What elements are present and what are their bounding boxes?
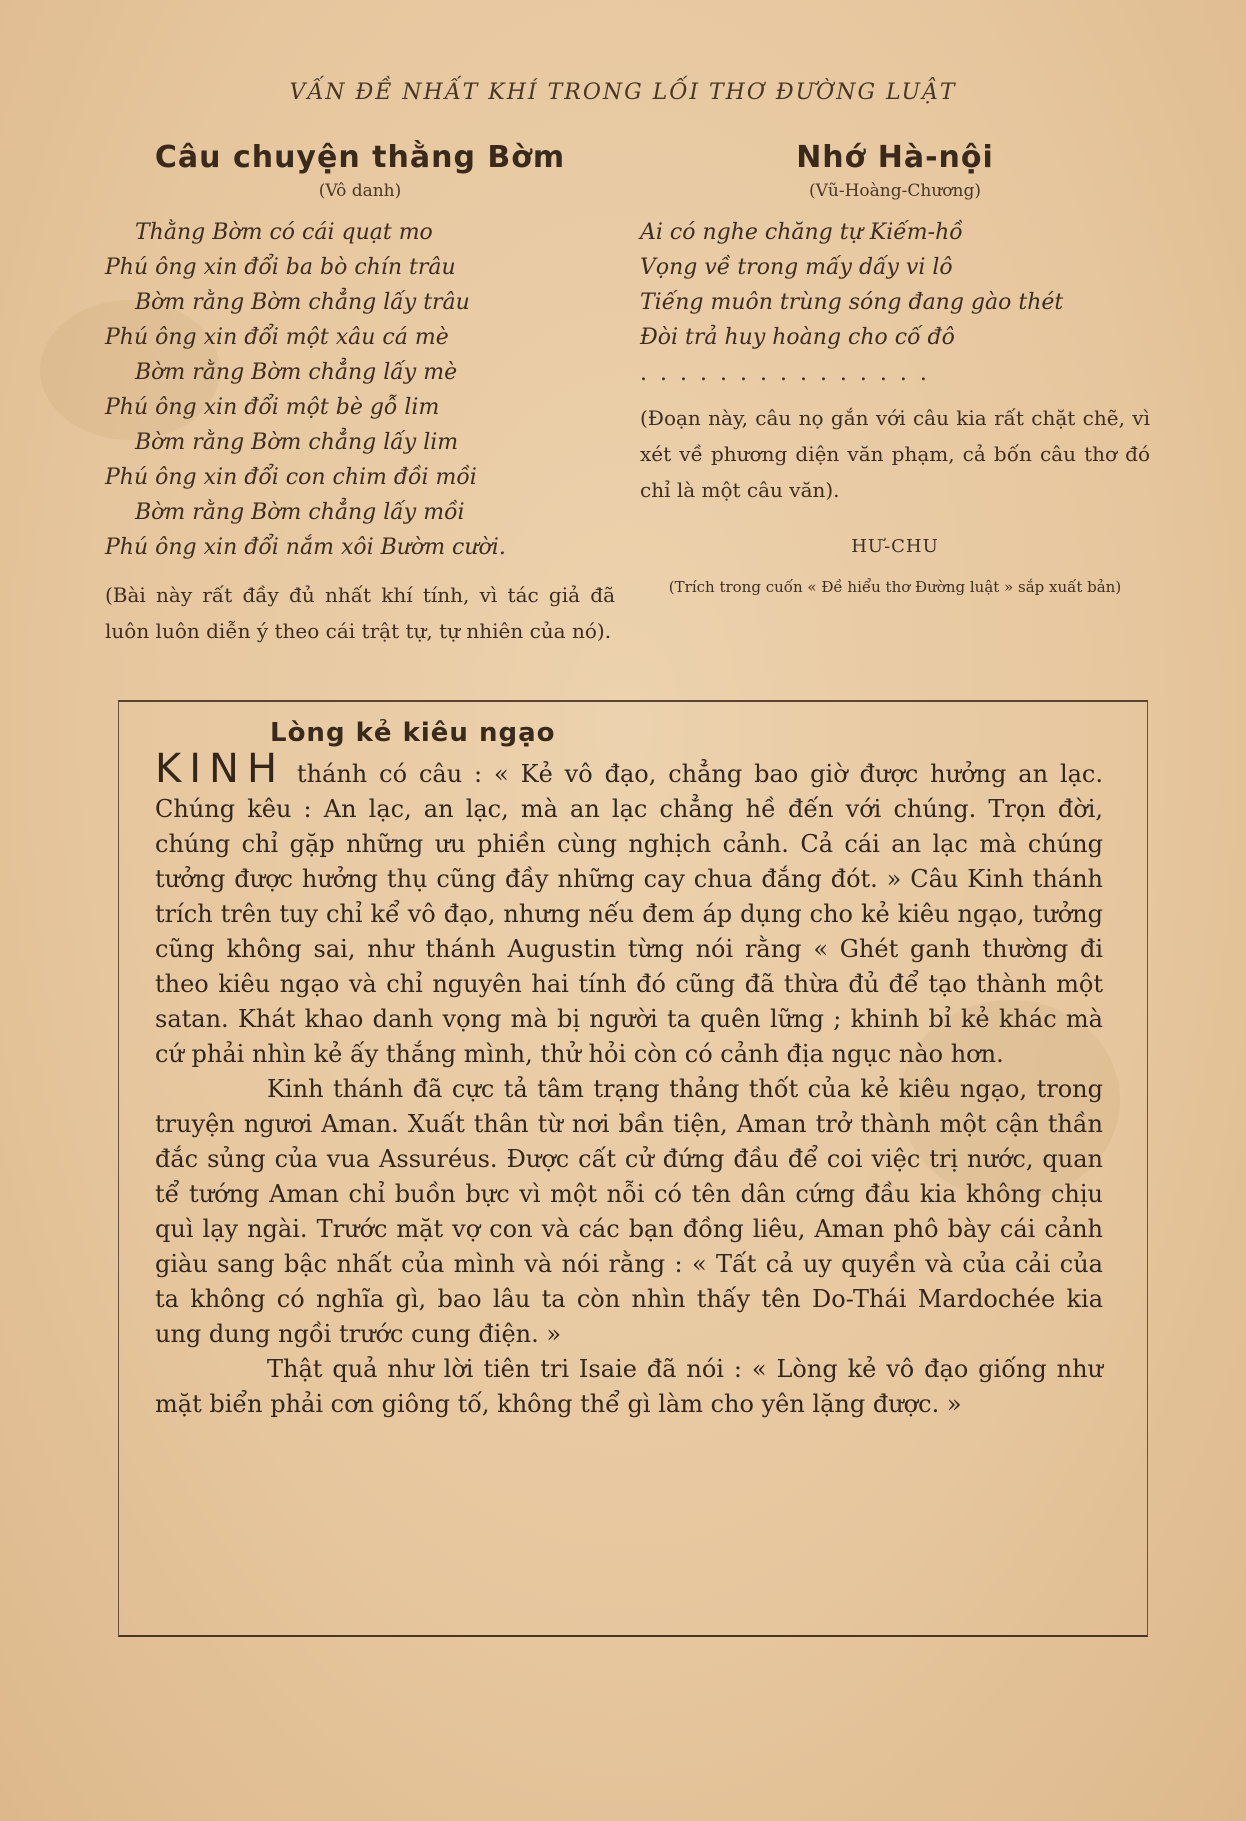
article-paragraph: Thật quả như lời tiên tri Isaie đã nói : « Lòng kẻ vô đạo giống như mặt biển phải cơn giông tố, không thể gì làm cho yên lặng được. » — [155, 1355, 1103, 1418]
right-poem-title: Nhớ Hà-nội — [796, 140, 994, 175]
poem-line: Bờm rằng Bờm chẳng lấy lim — [135, 430, 459, 455]
drop-cap: KINH — [155, 746, 286, 792]
left-poem-column — [105, 140, 615, 649]
article-paragraph: Kinh thánh đã cực tả tâm trạng thảng thốt của kẻ kiêu ngạo, trong truyện ngươi Aman. Xuất thân từ nơi bần tiện, Aman trở thành một cận thần đắc sủng của vua Assuréus. Được cất cử đứng đầu để coi việc trị nước, quan tể tướng Aman chỉ buồn bực vì một nỗi có tên dân cứng đầu kia không chịu quì lạy ngài. Trước mặt vợ con và các bạn đồng liêu, Aman phô bày cái cảnh giàu sang bậc nhất của mình và nói rằng : « Tất cả uy quyền và của cải của ta không có nghĩa gì, bao lâu ta còn nhìn thấy tên Do-Thái Mardochée kia ung dung ngồi trước cung điện. » — [155, 1075, 1103, 1348]
article-title: Lòng kẻ kiêu ngạo — [270, 718, 556, 748]
poem-line: Bờm rằng Bờm chẳng lấy mồi — [135, 500, 465, 525]
article-paragraph — [155, 746, 1103, 1072]
poem-line: Phú ông xin đổi một xâu cá mè — [105, 325, 449, 350]
poem-line: Vọng về trong mấy dấy vi lô — [640, 255, 953, 280]
author-signature: HƯ-CHU — [851, 536, 939, 557]
left-poem-note: (Bài này rất đầy đủ nhất khí tính, vì tác giả đã luôn luôn diễn ý theo cái trật tự, tự nhiên của nó). — [105, 583, 615, 643]
right-poem-column — [640, 140, 1150, 603]
poem-line: Bờm rằng Bờm chẳng lấy trâu — [135, 290, 470, 315]
left-poem-author: (Vô danh) — [318, 181, 402, 201]
source-citation: (Trích trong cuốn « Đề hiểu thơ Đường luật » sắp xuất bản) — [668, 578, 1122, 596]
poem-line: Phú ông xin đổi ba bò chín trâu — [105, 255, 456, 280]
poem-line: Bờm rằng Bờm chẳng lấy mè — [135, 360, 458, 385]
left-poem-title: Câu chuyện thằng Bờm — [154, 140, 566, 175]
poem-line: Phú ông xin đổi con chim đồi mồi — [105, 465, 477, 490]
poem-line: Phú ông xin đổi nắm xôi Bườm cười. — [105, 535, 506, 560]
poem-line: Đòi trả huy hoàng cho cố đô — [640, 325, 955, 350]
poem-line: Thằng Bờm có cái quạt mo — [135, 220, 433, 245]
ellipsis-row: ............... — [640, 361, 940, 386]
right-poem-lines — [640, 215, 1150, 355]
paragraph-text: thánh có câu : « Kẻ vô đạo, chẳng bao giờ được hưởng an lạc. Chúng kêu : An lạc, an lạc, mà an lạc chẳng hề đến với chúng. Trọn đời, chúng chỉ gặp những ưu phiền cùng nghịch cảnh. Cả cái an lạc mà chúng tưởng được hưởng thụ cũng đầy những cay chua đắng đót. » Câu Kinh thánh trích trên tuy chỉ kể vô đạo, nhưng nếu đem áp dụng cho kẻ kiêu ngạo, tưởng cũng không sai, như thánh Augustin từng nói rằng « Ghét ganh thường đi theo kiêu ngạo và chỉ nguyên hai tính đó cũng đã thừa đủ để tạo thành một satan. Khát khao danh vọng mà bị người ta quên lững ; khinh bỉ kẻ khác mà cứ phải nhìn kẻ ấy thắng mình, thử hỏi còn có cảnh địa ngục nào hơn. — [155, 760, 1103, 1068]
poem-line: Ai có nghe chăng tự Kiếm-hồ — [640, 220, 963, 245]
poem-line: Phú ông xin đổi một bè gỗ lim — [105, 395, 440, 420]
article — [155, 718, 1103, 1422]
running-header: VẤN ĐỀ NHẤT KHÍ TRONG LỐI THƠ ĐƯỜNG LUẬT — [289, 80, 957, 105]
right-poem-author: (Vũ-Hoàng-Chương) — [809, 181, 981, 201]
poem-line: Tiếng muôn trùng sóng đang gào thét — [640, 290, 1064, 315]
left-poem-lines — [105, 215, 615, 565]
article-box — [118, 702, 1148, 1637]
right-poem-note: (Đoạn này, câu nọ gắn với câu kia rất chặt chẽ, vì xét về phương diện văn phạm, cả bốn câu thơ đó chỉ là một câu văn). — [640, 406, 1150, 502]
